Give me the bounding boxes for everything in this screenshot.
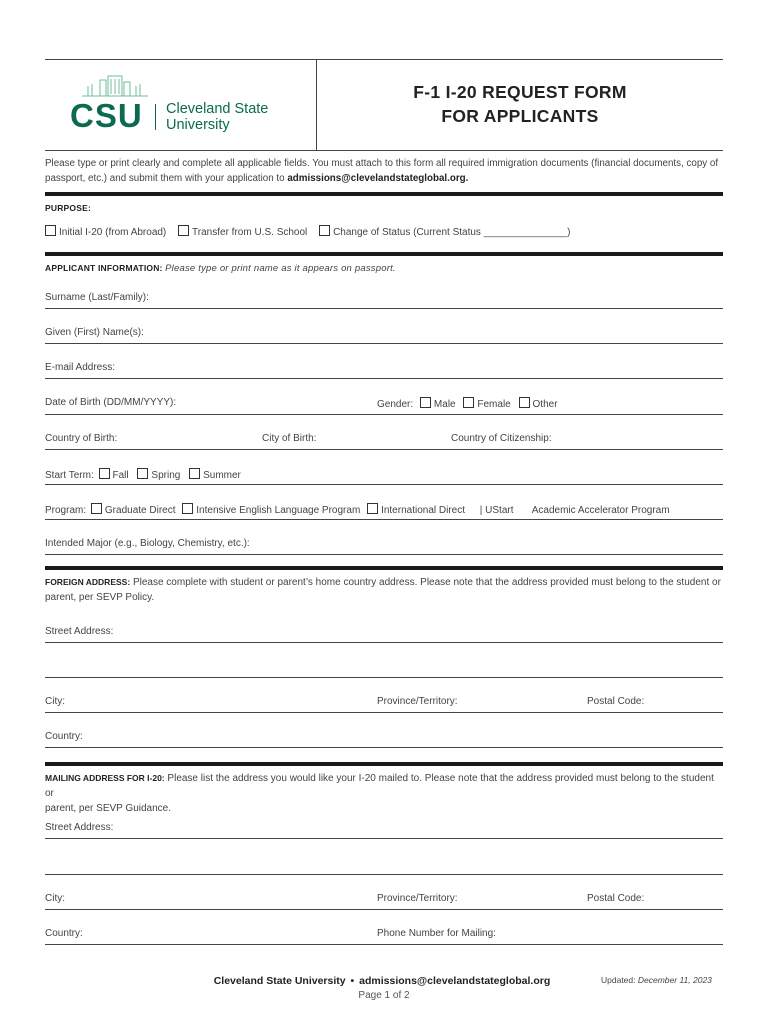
checkbox[interactable] xyxy=(178,225,189,236)
csu-logo xyxy=(70,74,290,136)
campus-skyline-icon xyxy=(80,74,150,98)
option-label: Female xyxy=(477,399,511,410)
logo-separator xyxy=(155,104,156,130)
program-ustart-option[interactable]: | UStart xyxy=(479,505,514,516)
checkbox[interactable] xyxy=(45,225,56,236)
header-divider xyxy=(316,59,317,150)
foreign-note-line1: Please complete with student or parent’s home country address. Please note that the address provided must belong to the student or xyxy=(132,577,721,588)
option-label: Change of Status (Current Status _______________) xyxy=(333,227,571,238)
foreign-note-line2: parent, per SEVP Policy. xyxy=(45,592,155,603)
checkbox[interactable] xyxy=(420,397,431,408)
footer-email-link[interactable]: admissions@clevelandstateglobal.org xyxy=(359,975,551,987)
updated-label: Updated: xyxy=(601,975,636,985)
section-divider xyxy=(45,762,723,766)
foreign-country-field[interactable] xyxy=(45,747,723,748)
section-divider xyxy=(45,192,723,196)
surname-field[interactable] xyxy=(45,308,723,309)
mailing-address-intro xyxy=(45,771,725,816)
given-name-field[interactable] xyxy=(45,343,723,344)
program-label: Program: xyxy=(45,505,87,516)
major-field[interactable] xyxy=(45,554,723,555)
citizenship-label: Country of Citizenship: xyxy=(451,433,552,444)
email-label: E-mail Address: xyxy=(45,362,116,373)
intro-line2 xyxy=(45,171,725,186)
checkbox[interactable] xyxy=(99,468,110,479)
mailing-note-line1: Please list the address you would like your I-20 mailed to. Please note that the address provided must belong to the student or xyxy=(45,773,714,799)
start-term-field[interactable] xyxy=(45,484,723,485)
option-label: Other xyxy=(532,399,558,410)
intro-email-link[interactable]: admissions@clevelandstateglobal.org. xyxy=(287,173,469,184)
form-title-line1: F-1 I-20 REQUEST FORM xyxy=(413,82,627,102)
intro-line2-text: passport, etc.) and submit them with your application to xyxy=(45,173,288,184)
updated-date xyxy=(601,975,712,985)
surname-label: Surname (Last/Family): xyxy=(45,292,149,303)
mailing-province-label: Province/Territory: xyxy=(377,893,458,904)
mailing-country-field[interactable] xyxy=(45,944,723,945)
dob-label: Date of Birth (DD/MM/YYYY): xyxy=(45,397,177,408)
option-label: Summer xyxy=(203,470,241,481)
program-international-direct-option[interactable] xyxy=(367,503,465,516)
gender-other-option[interactable] xyxy=(519,397,558,410)
logo-letters: CSU xyxy=(70,97,143,134)
checkbox[interactable] xyxy=(463,397,474,408)
intro-text xyxy=(45,156,725,186)
purpose-heading: PURPOSE: xyxy=(45,203,91,213)
checkbox[interactable] xyxy=(319,225,330,236)
updated-date-value: December 11, 2023 xyxy=(637,975,712,985)
option-label: Initial I-20 (from Abroad) xyxy=(59,227,167,238)
foreign-street-label: Street Address: xyxy=(45,626,114,637)
term-summer-option[interactable] xyxy=(189,468,241,481)
mailing-note-line2: parent, per SEVP Guidance. xyxy=(45,803,172,814)
mailing-street-field[interactable] xyxy=(45,838,723,839)
program-group xyxy=(45,503,670,516)
foreign-postal-label: Postal Code: xyxy=(587,696,645,707)
foreign-city-label: City: xyxy=(45,696,65,707)
checkbox[interactable] xyxy=(189,468,200,479)
dob-gender-field[interactable] xyxy=(45,414,723,415)
applicant-heading xyxy=(45,263,396,274)
foreign-city-field[interactable] xyxy=(45,712,723,713)
purpose-transfer-option[interactable] xyxy=(178,225,307,238)
mailing-country-label: Country: xyxy=(45,928,83,939)
option-label: International Direct xyxy=(381,505,465,516)
city-of-birth-label: City of Birth: xyxy=(262,433,317,444)
gender-group xyxy=(377,397,567,410)
foreign-street-field[interactable] xyxy=(45,642,723,643)
form-title-line2: FOR APPLICANTS xyxy=(441,106,599,126)
birth-citizenship-field[interactable] xyxy=(45,449,723,450)
email-field[interactable] xyxy=(45,378,723,379)
option-label: Spring xyxy=(151,470,181,481)
gender-label: Gender: xyxy=(377,399,414,410)
foreign-province-label: Province/Territory: xyxy=(377,696,458,707)
applicant-heading-text: APPLICANT INFORMATION: xyxy=(45,263,163,273)
mailing-postal-label: Postal Code: xyxy=(587,893,645,904)
logo-name-line2: University xyxy=(166,117,230,133)
given-name-label: Given (First) Name(s): xyxy=(45,327,144,338)
header-bottom-rule xyxy=(45,150,723,151)
program-graduate-direct-option[interactable] xyxy=(91,503,176,516)
foreign-heading: FOREIGN ADDRESS: xyxy=(45,577,131,587)
gender-male-option[interactable] xyxy=(420,397,456,410)
foreign-address-intro xyxy=(45,575,725,605)
section-divider xyxy=(45,566,723,570)
logo-name-line1: Cleveland State xyxy=(166,101,269,117)
option-label: Intensive English Language Program xyxy=(196,505,361,516)
mailing-heading: MAILING ADDRESS FOR I-20: xyxy=(45,773,165,783)
program-iep-option[interactable] xyxy=(182,503,360,516)
term-spring-option[interactable] xyxy=(137,468,180,481)
start-term-group xyxy=(45,468,250,481)
gender-female-option[interactable] xyxy=(463,397,510,410)
section-divider xyxy=(45,252,723,256)
foreign-street-field-line2[interactable] xyxy=(45,677,723,678)
option-label: Transfer from U.S. School xyxy=(192,227,308,238)
checkbox[interactable] xyxy=(137,468,148,479)
footer-university: Cleveland State University xyxy=(213,975,346,987)
purpose-initial-option[interactable] xyxy=(45,225,166,238)
program-academic-accelerator-option[interactable]: Academic Accelerator Program xyxy=(531,505,670,516)
page-number: Page 1 of 2 xyxy=(358,990,410,1001)
mailing-street-field-line2[interactable] xyxy=(45,874,723,875)
footer-bullet: • xyxy=(350,975,355,987)
option-label: Male xyxy=(433,399,456,410)
mailing-city-label: City: xyxy=(45,893,65,904)
start-term-label: Start Term: xyxy=(45,470,94,481)
purpose-options xyxy=(45,225,579,238)
term-fall-option[interactable] xyxy=(99,468,129,481)
checkbox[interactable] xyxy=(519,397,530,408)
checkbox[interactable] xyxy=(367,503,378,514)
mailing-street-label: Street Address: xyxy=(45,822,114,833)
intro-line1: Please type or print clearly and complete all applicable fields. You must attach to this form all required immigration documents (financial documents, copy of xyxy=(45,158,719,169)
program-field[interactable] xyxy=(45,519,723,520)
checkbox[interactable] xyxy=(91,503,102,514)
mailing-city-field[interactable] xyxy=(45,909,723,910)
mailing-phone-label: Phone Number for Mailing: xyxy=(377,928,496,939)
option-label: Fall xyxy=(112,470,129,481)
checkbox[interactable] xyxy=(182,503,193,514)
foreign-country-label: Country: xyxy=(45,731,83,742)
purpose-change-status-option[interactable] xyxy=(319,225,570,238)
major-label: Intended Major (e.g., Biology, Chemistry, etc.): xyxy=(45,538,250,549)
option-label: Graduate Direct xyxy=(104,505,176,516)
applicant-note: Please type or print name as it appears on passport. xyxy=(165,263,396,274)
country-of-birth-label: Country of Birth: xyxy=(45,433,118,444)
header-top-rule xyxy=(45,59,723,60)
